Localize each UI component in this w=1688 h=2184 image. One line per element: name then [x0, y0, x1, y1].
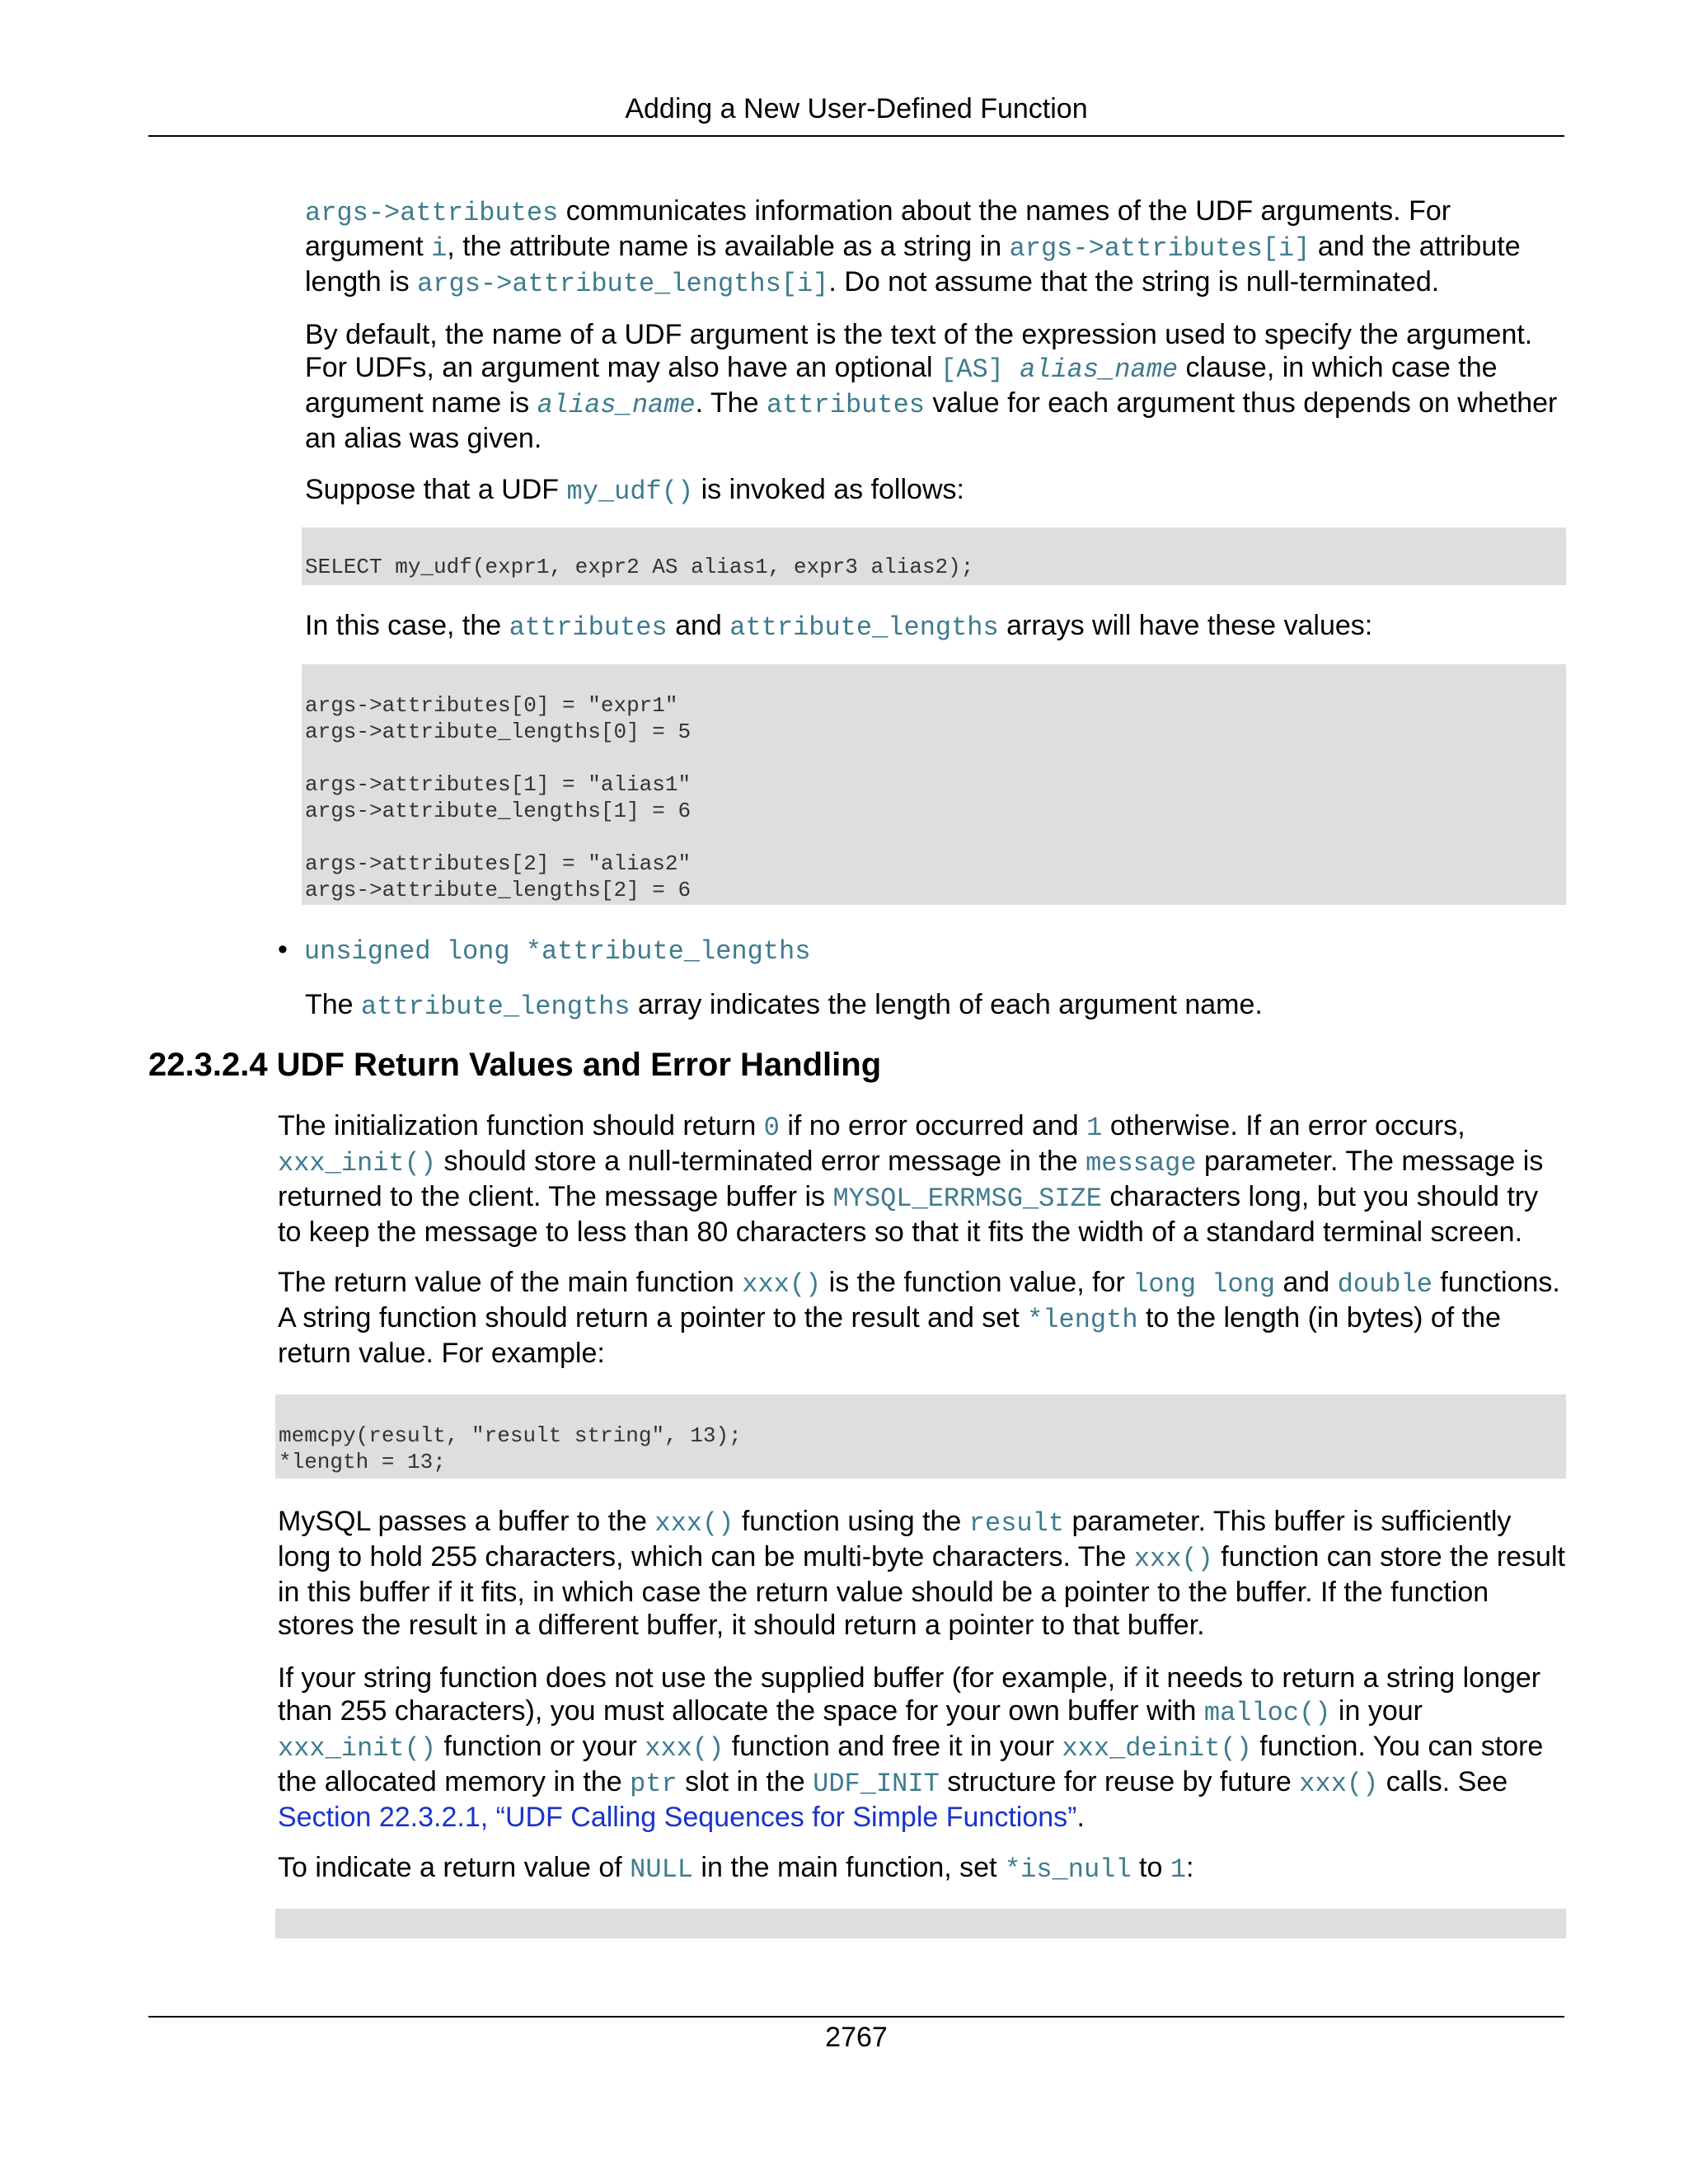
text-run: in your [1330, 1695, 1423, 1727]
paragraph-return-value [278, 1266, 1567, 1370]
inline-code: xxx() [1299, 1769, 1379, 1799]
text-run: and the attribute length is [305, 231, 1521, 298]
text-run: value for each argument thus depends on whether an alias was given. [305, 387, 1558, 454]
text-run: By default, the name of a UDF argument is the text of the expression used to specify the argument. For UDFs, an argument may also have an optional [305, 319, 1533, 383]
text-run: : [1186, 1852, 1194, 1883]
text-run: is the function value, for [821, 1267, 1133, 1298]
paragraph-attribute-lengths [305, 988, 1566, 1024]
text-run: , the attribute name is available as a string in [447, 231, 1010, 262]
text-run: MySQL passes a buffer to the [278, 1506, 655, 1537]
text-run: function can store the result in this buffer if it fits, in which case the return value should be a pointer to the buffer. If the function stores the result in a different buffer, it should return a pointer to that buffer. [278, 1541, 1565, 1641]
paragraph-default-name [305, 318, 1566, 455]
inline-code: message [1085, 1148, 1197, 1179]
text-run: characters long, but you should try to keep the message to less than 80 characters so that it fits the width of a standard terminal screen. [278, 1181, 1539, 1248]
inline-code: UDF_INIT [813, 1769, 940, 1799]
paragraph-suppose [305, 473, 1566, 509]
text-run: In this case, the [305, 610, 509, 641]
text-run: function. You can store the allocated memory in the [278, 1731, 1544, 1797]
text-run: . [1076, 1802, 1085, 1833]
inline-code: args->attribute_lengths[i] [417, 269, 829, 299]
text-run: The return value of the main function [278, 1267, 743, 1298]
text-run: to the length (in bytes) of the return value. For example: [278, 1302, 1501, 1369]
section-heading: 22.3.2.4 UDF Return Values and Error Handling [148, 1047, 882, 1083]
inline-code: xxx() [645, 1733, 724, 1764]
inline-code: long long [1132, 1269, 1276, 1300]
text-run: slot in the [677, 1766, 814, 1797]
paragraph-string-function [278, 1661, 1567, 1834]
text-run: function or your [436, 1731, 645, 1762]
inline-code: xxx() [742, 1269, 822, 1300]
inline-code: i [431, 233, 448, 264]
inline-code: attribute_lengths [361, 991, 631, 1022]
inline-code: double [1337, 1269, 1432, 1300]
inline-code: 0 [763, 1113, 780, 1143]
paragraph-mysql-buffer [278, 1505, 1567, 1642]
inline-code: *is_null [1004, 1854, 1132, 1885]
text-run: If your string function does not use the supplied buffer (for example, if it needs to return a string longer than 255 characters), you must allocate the space for your own buffer with [278, 1662, 1541, 1727]
code-block-attributes-values: args->attributes[0] = "expr1" args->attribute_lengths[0] = 5 args->attributes[1] = "alias1" args->attribute_lengths[1] = 6 args->attributes[2] = "alias2" args->attribute_lengths[2] = 6 [302, 664, 1566, 905]
inline-code: MYSQL_ERRMSG_SIZE [832, 1183, 1102, 1214]
inline-code: attribute_lengths [729, 612, 999, 643]
text-run: should store a null-terminated error message in the [436, 1146, 1086, 1177]
text-run: communicates information about the names of the UDF arguments. For argument [305, 195, 1451, 262]
text-run: The initialization function should return [278, 1110, 764, 1141]
text-run: . The [695, 387, 767, 419]
inline-code: [AS] [940, 354, 1020, 385]
text-run: otherwise. If an error occurs, [1102, 1110, 1465, 1141]
text-run: to [1131, 1852, 1170, 1883]
inline-code: malloc() [1203, 1698, 1331, 1728]
text-run: functions. A string function should return a pointer to the result and set [278, 1267, 1560, 1333]
header-divider [148, 135, 1564, 137]
text-run: clause, in which case the argument name is [305, 352, 1498, 419]
text-run: structure for reuse by future [939, 1766, 1300, 1797]
page-header: Adding a New User-Defined Function [625, 93, 1088, 124]
inline-code: *length [1027, 1305, 1138, 1335]
paragraph-null-return [278, 1851, 1567, 1886]
inline-code: attributes [509, 612, 668, 643]
inline-code: args->attributes[i] [1009, 233, 1311, 264]
paragraph-in-this-case [305, 609, 1566, 644]
code-block-null [275, 1909, 1566, 1938]
inline-code: unsigned long *attribute_lengths [303, 936, 811, 967]
text-run: and [667, 610, 730, 641]
text-run: array indicates the length of each argument name. [630, 989, 1263, 1020]
inline-code: my_udf() [566, 476, 694, 507]
paragraph-init-return [278, 1109, 1567, 1249]
inline-code: xxx() [654, 1508, 734, 1539]
text-run: and [1275, 1267, 1338, 1298]
text-run: function and free it in your [724, 1731, 1062, 1762]
code-block-memcpy: memcpy(result, "result string", 13); *length = 13; [275, 1394, 1566, 1479]
section-link[interactable]: Section 22.3.2.1, “UDF Calling Sequences for Simple Functions” [278, 1802, 1077, 1833]
text-run: Suppose that a UDF [305, 474, 567, 505]
inline-code: attributes [766, 390, 925, 420]
text-run: . Do not assume that the string is null-terminated. [828, 266, 1440, 298]
inline-code: xxx_init() [278, 1148, 437, 1179]
bullet-mark: • [278, 934, 288, 965]
text-run: if no error occurred and [779, 1110, 1087, 1141]
inline-code-italic: alias_name [537, 390, 696, 420]
text-run: arrays will have these values: [998, 610, 1373, 641]
footer-divider [148, 2016, 1564, 2018]
text-run: in the main function, set [692, 1852, 1005, 1883]
text-run: is invoked as follows: [693, 474, 964, 505]
bullet-item-attribute-lengths [278, 933, 810, 968]
paragraph-attributes-intro [305, 194, 1566, 301]
inline-code: ptr [630, 1769, 678, 1799]
inline-code: 1 [1086, 1113, 1103, 1143]
page-number: 2767 [825, 2022, 888, 2053]
text-run: To indicate a return value of [278, 1852, 631, 1883]
text-run: parameter. This buffer is sufficiently long to hold 255 characters, which can be multi-byte characters. The [278, 1506, 1512, 1572]
inline-code: xxx_init() [278, 1733, 437, 1764]
text-run: function using the [734, 1506, 969, 1537]
text-run: The [305, 989, 362, 1020]
text-run: calls. See [1378, 1766, 1508, 1797]
inline-code-italic: alias_name [1020, 354, 1179, 385]
inline-code: result [968, 1508, 1065, 1539]
inline-code: xxx() [1133, 1544, 1213, 1574]
inline-code: args->attributes [305, 198, 559, 228]
inline-code: NULL [630, 1854, 693, 1885]
text-run: parameter. The message is returned to the client. The message buffer is [278, 1146, 1544, 1212]
inline-code: 1 [1170, 1854, 1187, 1885]
code-block-select: SELECT my_udf(expr1, expr2 AS alias1, expr3 alias2); [302, 527, 1566, 585]
inline-code: xxx_deinit() [1062, 1733, 1252, 1764]
